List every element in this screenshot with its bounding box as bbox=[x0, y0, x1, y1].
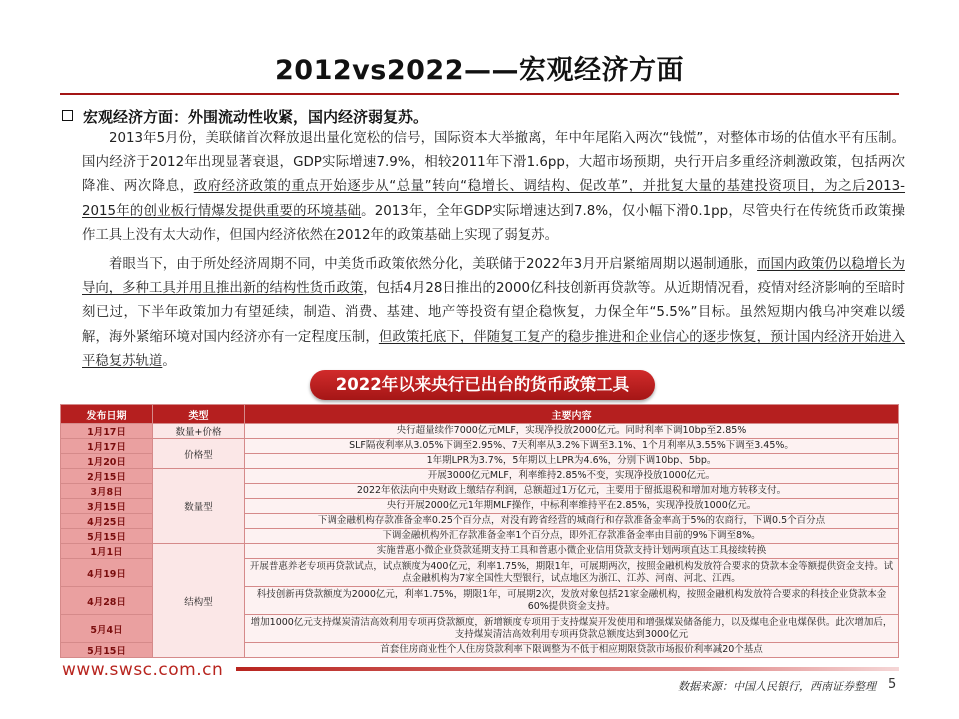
row-date: 5月4日 bbox=[61, 615, 153, 643]
paragraph-2013-underlined: 政府经济政策的重点开始逐步从“总量”转向“稳增长、调结构、促改革”，并批复大量的基建投资项目，为之后2013-2015年的创业板行情爆发提供重要的环境基础 bbox=[82, 179, 906, 219]
row-content: SLF隔夜利率从3.05%下调至2.95%、7天利率从3.2%下调至3.1%、1个月利率从3.55%下调至3.45%。 bbox=[245, 439, 899, 454]
paragraph-current-underlined-1: 而国内政策仍以稳增长为导向，多种工具并用且推出新的结构性货币政策 bbox=[82, 257, 905, 297]
table-row bbox=[61, 439, 899, 454]
header-date: 发布日期 bbox=[61, 405, 153, 424]
row-content: 央行开展2000亿元1年期MLF操作，中标利率维持平在2.85%，实现净投放1000亿元。 bbox=[245, 499, 899, 514]
row-content: 增加1000亿元支持煤炭清洁高效利用专项再贷款额度，新增额度专项用于支持煤炭开发使用和增强煤炭储备能力，以及煤电企业电煤保供。此次增加后，支持煤炭清洁高效利用专项再贷款总额度达到3000亿元 bbox=[245, 615, 899, 643]
table-row bbox=[61, 469, 899, 484]
table-row bbox=[61, 424, 899, 439]
paragraph-current-text-1: 着眼当下，由于所处经济周期不同，中美货币政策依然分化，美联储于2022年3月开启紧缩周期以遏制通胀， bbox=[109, 257, 758, 272]
row-date: 4月25日 bbox=[61, 514, 153, 529]
header-content: 主要内容 bbox=[245, 405, 899, 424]
row-content: 下调金融机构存款准备金率0.25个百分点，对没有跨省经营的城商行和存款准备金率高于5%的农商行，下调0.5个百分点 bbox=[245, 514, 899, 529]
section-heading-text: 宏观经济方面：外围流动性收紧，国内经济弱复苏。 bbox=[83, 108, 429, 126]
row-content: 科技创新再贷款额度为2000亿元，利率1.75%，期限1年，可展期2次，发放对象包括21家金融机构，按照金融机构发放符合要求的科技企业贷款本金60%提供资金支持。 bbox=[245, 587, 899, 615]
paragraph-2013 bbox=[82, 127, 905, 248]
square-bullet-icon bbox=[62, 110, 73, 121]
row-type: 价格型 bbox=[153, 439, 245, 469]
paragraph-current-underlined-2: 但政策托底下，伴随复工复产的稳步推进和企业信心的逐步恢复，预计国内经济开始进入平稳复苏轨道 bbox=[82, 329, 905, 369]
policy-tools-table bbox=[60, 404, 899, 658]
header-type: 类型 bbox=[153, 405, 245, 424]
row-date: 1月17日 bbox=[61, 439, 153, 454]
row-content: 1年期LPR为3.7%，5年期以上LPR为4.6%，分别下调10bp、5bp。 bbox=[245, 454, 899, 469]
row-date: 5月15日 bbox=[61, 643, 153, 658]
paragraph-2013-text-2: 。2013年，全年GDP实际增速达到7.8%，仅小幅下滑0.1pp，尽管央行在传统货币政策操作工具上没有太大动作，但国内经济依然在2012年的政策基础上实现了弱复苏。 bbox=[82, 203, 906, 243]
row-date: 1月20日 bbox=[61, 454, 153, 469]
row-date: 2月15日 bbox=[61, 469, 153, 484]
row-date: 1月1日 bbox=[61, 544, 153, 559]
row-date: 4月19日 bbox=[61, 559, 153, 587]
paragraph-current-text-2: ，包括4月28日推出的2000亿科技创新再贷款等。从近期情况看，疫情对经济影响的至暗时刻已过，下半年政策加力有望延续，制造、消费、基建、地产等投资有望企稳恢复，力保全年“5.5%”目标。虽然短期内俄乌冲突难以缓解，海外紧缩环境对国内经济亦有一定程度压制， bbox=[82, 281, 906, 345]
data-source-note: 数据来源：中国人民银行，西南证券整理 bbox=[678, 680, 876, 693]
row-type: 数量+价格 bbox=[153, 424, 245, 439]
row-content: 2022年依法向中央财政上缴结存利润，总额超过1万亿元，主要用于留抵退税和增加对地方转移支付。 bbox=[245, 484, 899, 499]
row-content: 央行超量续作7000亿元MLF，实现净投放2000亿元。同时利率下调10bp至2.85% bbox=[245, 424, 899, 439]
table-header-row bbox=[61, 405, 899, 424]
row-date: 1月17日 bbox=[61, 424, 153, 439]
row-date: 3月15日 bbox=[61, 499, 153, 514]
row-content: 开展3000亿元MLF，利率维持2.85%不变，实现净投放1000亿元。 bbox=[245, 469, 899, 484]
row-content: 实施普惠小微企业贷款延期支持工具和普惠小微企业信用贷款支持计划两项直达工具接续转换 bbox=[245, 544, 899, 559]
footer-website: www.swsc.com.cn bbox=[62, 660, 224, 680]
page-number: 5 bbox=[888, 677, 897, 692]
footer-divider bbox=[236, 667, 899, 671]
table-title-banner: 2022年以来央行已出台的货币政策工具 bbox=[310, 370, 655, 400]
table-row bbox=[61, 544, 899, 559]
row-date: 3月8日 bbox=[61, 484, 153, 499]
page-title: 2012vs2022——宏观经济方面 bbox=[275, 55, 684, 86]
paragraph-2013-text-1: 2013年5月份，美联储首次释放退出量化宽松的信号，国际资本大举撤离，年中年尾陷入两次“钱慌”，对整体市场的估值水平有压制。国内经济于2012年出现显著衰退，GDP实际增速7.9%，相较2011年下滑1.6pp，大超市场预期，央行开启多重经济刺激政策，包括两次降准、两次降息， bbox=[82, 131, 905, 195]
row-type: 数量型 bbox=[153, 469, 245, 544]
row-content: 开展普惠养老专项再贷款试点，试点额度为400亿元，利率1.75%，期限1年，可展期两次，按照金融机构发放符合要求的贷款本金等额提供资金支持。试点金融机构为7家全国性大型银行，试点地区为浙江、江苏、河南、河北、江西。 bbox=[245, 559, 899, 587]
title-divider bbox=[60, 93, 899, 95]
section-heading bbox=[62, 106, 428, 127]
row-date: 5月15日 bbox=[61, 529, 153, 544]
row-type: 结构型 bbox=[153, 544, 245, 658]
row-content: 下调金融机构外汇存款准备金率1个百分点，即外汇存款准备金率由目前的9%下调至8%。 bbox=[245, 529, 899, 544]
row-date: 4月28日 bbox=[61, 587, 153, 615]
paragraph-current-text-3: 。 bbox=[162, 353, 176, 369]
row-content: 首套住房商业性个人住房贷款利率下限调整为不低于相应期限贷款市场报价利率减20个基点 bbox=[245, 643, 899, 658]
paragraph-current bbox=[82, 253, 905, 374]
